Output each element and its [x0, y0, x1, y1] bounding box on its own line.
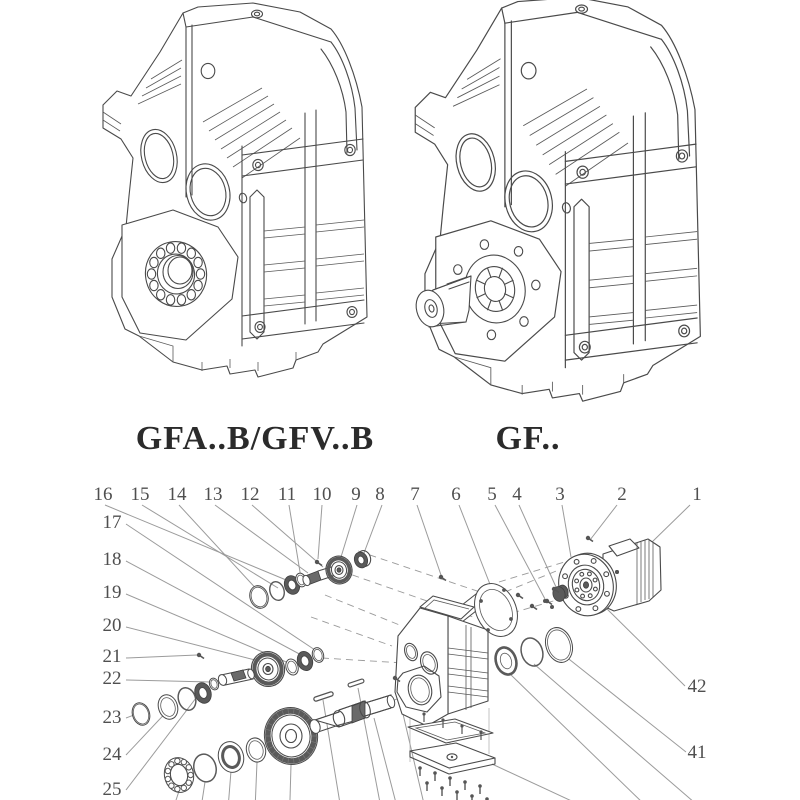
- bearing-ball: [165, 776, 170, 781]
- pan-bolt-head: [418, 766, 422, 770]
- callout-12: 12: [240, 484, 260, 505]
- bearing-ball: [165, 768, 170, 773]
- leader-line-6: [459, 505, 493, 592]
- leader-tail: [492, 764, 591, 800]
- callout-4: 4: [512, 484, 522, 505]
- gasket-bolt-head: [422, 712, 425, 715]
- pan-bolt-head: [440, 786, 444, 790]
- leader-line-9: [341, 505, 357, 557]
- dashed-axis-line: [322, 658, 404, 663]
- bearing-ball: [186, 780, 191, 785]
- callout-13: 13: [203, 484, 223, 505]
- callout-1: 1: [692, 484, 702, 505]
- bolt-head: [393, 676, 397, 680]
- left-model-label: GFA..B/GFV..B: [135, 420, 375, 457]
- leader-line-7: [417, 505, 441, 575]
- callout-15: 15: [130, 484, 150, 505]
- gasket-bolt-head: [441, 718, 444, 721]
- bearing-ball: [175, 786, 180, 791]
- leader-line-1: [650, 505, 690, 544]
- leader-line-3: [562, 505, 571, 557]
- leader-line-15: [142, 505, 278, 588]
- callout-7: 7: [410, 484, 420, 505]
- callout-18: 18: [102, 549, 122, 570]
- callout-2: 2: [617, 484, 627, 505]
- gasket-bolt-head: [460, 724, 463, 727]
- bolt-head: [552, 587, 556, 591]
- bearing-ball: [186, 765, 191, 770]
- callout-3: 3: [555, 484, 565, 505]
- leader-line-8: [364, 505, 382, 553]
- leader-line-2: [590, 505, 617, 540]
- bearing-ball: [181, 785, 186, 790]
- gearbox-iso-right: [415, 0, 700, 401]
- gearbox-iso-left: [103, 3, 367, 377]
- pan-bolt-head: [470, 794, 474, 798]
- leader-tail: [197, 782, 205, 800]
- callout-5: 5: [487, 484, 497, 505]
- callout-16: 16: [93, 484, 113, 505]
- gasket-bolt-head: [479, 730, 482, 733]
- leader-line-4: [519, 505, 556, 587]
- pan-bolt-head: [455, 790, 459, 794]
- bearing-ball: [175, 758, 180, 763]
- callout-11: 11: [277, 484, 297, 505]
- right-model-label: GF..: [495, 420, 561, 457]
- pan-bolt-head: [425, 781, 429, 785]
- dashed-axis-line: [325, 595, 402, 626]
- callout-41: 41: [687, 742, 707, 763]
- callout-6: 6: [451, 484, 461, 505]
- exploded-view: [94, 484, 707, 800]
- callout-10: 10: [312, 484, 332, 505]
- leader-line-14: [179, 505, 261, 594]
- callout-22: 22: [102, 668, 122, 689]
- callout-20: 20: [102, 615, 122, 636]
- bearing-ball: [169, 762, 174, 767]
- leader-line-18: [126, 561, 305, 657]
- motor: [551, 539, 661, 622]
- callout-24: 24: [102, 744, 122, 765]
- bolt-head: [530, 604, 534, 608]
- leader-tail: [254, 762, 257, 800]
- leader-line-5: [495, 505, 545, 599]
- leader-line-22: [126, 680, 211, 682]
- washer-dot: [615, 570, 619, 574]
- callout-25: 25: [102, 779, 122, 800]
- leader-tail: [374, 718, 404, 800]
- leader-line-41: [560, 652, 686, 752]
- leader-line-10: [318, 505, 322, 559]
- callout-23: 23: [102, 707, 122, 728]
- pan-bolt-head: [448, 776, 452, 780]
- bolt-head: [315, 560, 319, 564]
- leader-tail: [534, 664, 695, 800]
- callout-8: 8: [375, 484, 385, 505]
- bolt-head: [439, 575, 443, 579]
- input-shaft-parts: [247, 549, 373, 611]
- callout-42: 42: [687, 676, 707, 697]
- leader-line-13: [215, 505, 308, 573]
- pan-bolt-head: [463, 780, 467, 784]
- callout-9: 9: [351, 484, 361, 505]
- washer-dot: [543, 599, 547, 603]
- leader-line-16: [102, 505, 291, 582]
- leader-line-21: [126, 655, 197, 658]
- dashed-axis-line: [358, 551, 480, 592]
- bearing-ball: [188, 772, 193, 777]
- dashed-axis-line: [311, 617, 392, 646]
- leader-tail: [289, 765, 291, 800]
- callout-14: 14: [167, 484, 187, 505]
- leader-tail: [226, 771, 231, 800]
- bearing-ball: [181, 759, 186, 764]
- bolt-head: [516, 593, 520, 597]
- bearing-ball: [169, 783, 174, 788]
- washer-dot: [550, 605, 554, 609]
- callout-19: 19: [102, 582, 122, 603]
- callout-17: 17: [102, 512, 122, 533]
- bolt-head: [197, 653, 201, 657]
- bolt-head: [586, 536, 590, 540]
- callout-21: 21: [102, 646, 122, 667]
- pan-bolt-head: [433, 771, 437, 775]
- leader-line-42: [601, 603, 685, 686]
- pan-bolt-head: [478, 784, 482, 788]
